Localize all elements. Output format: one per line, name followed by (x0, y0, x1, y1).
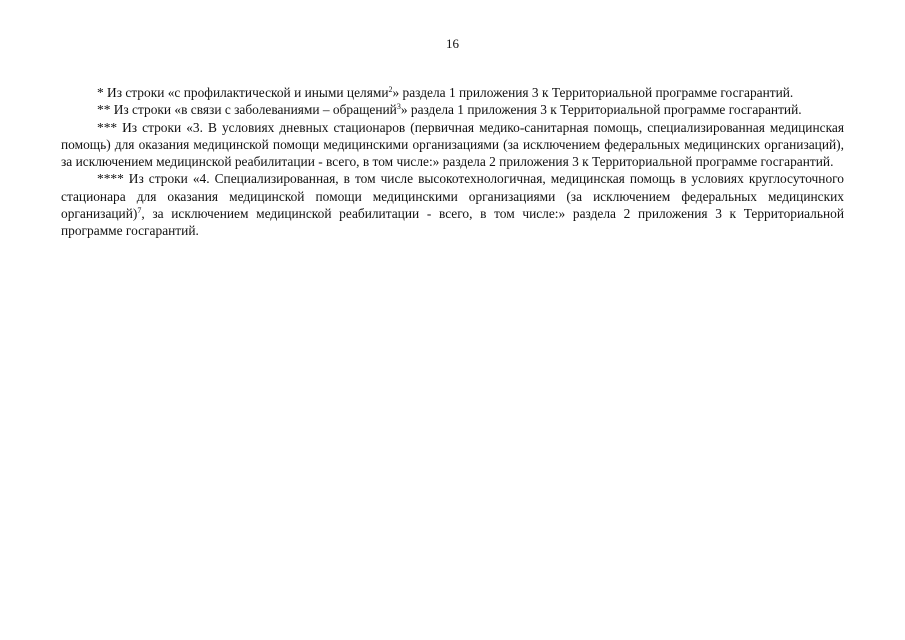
footnote-4-text: **** Из строки «4. Специализированная, в том числе высокотехнологичная, медицинская помощь в условиях круглосуточного стационара для оказания медицинской помощи медицинскими организациями (за исключением федеральных медицинских организаций) (61, 171, 844, 222)
footnote-4-text-end: , за исключением медицинской реабилитации - всего, в том числе:» раздела 2 приложения 3 к Территориальной программе госгарантий. (61, 206, 844, 239)
footnote-2-superscript: 3 (396, 102, 401, 112)
footnote-1-text-end: » раздела 1 приложения 3 к Территориальной программе госгарантий. (392, 85, 794, 100)
footnotes (61, 84, 844, 240)
footnote-1-superscript: 2 (388, 85, 393, 94)
page-number: 16 (446, 36, 459, 51)
footnote-3-text: *** Из строки «3. В условиях дневных стационаров (первичная медико-санитарная помощь, специализированная медицинская помощь) для оказания медицинской помощи медицинскими организациями (за исключением федеральных медицинских организаций), за исключением медицинской реабилитации - всего, в том числе:» раздела 2 приложения 3 к Территориальной программе госгарантий. (61, 119, 844, 170)
footnote-2-text: ** Из строки «в связи с заболеваниями – обращений (97, 102, 397, 118)
footnote-1-text: * Из строки «с профилактической и иными целями (97, 85, 389, 100)
footnote-3 (61, 119, 844, 171)
footnote-2-text-end: » раздела 1 приложения 3 к Территориальной программе госгарантий. (400, 102, 802, 118)
footnote-1 (61, 84, 844, 101)
footnote-2 (61, 101, 844, 118)
footnote-4-superscript: 7 (137, 206, 142, 216)
footnote-4 (61, 170, 844, 239)
